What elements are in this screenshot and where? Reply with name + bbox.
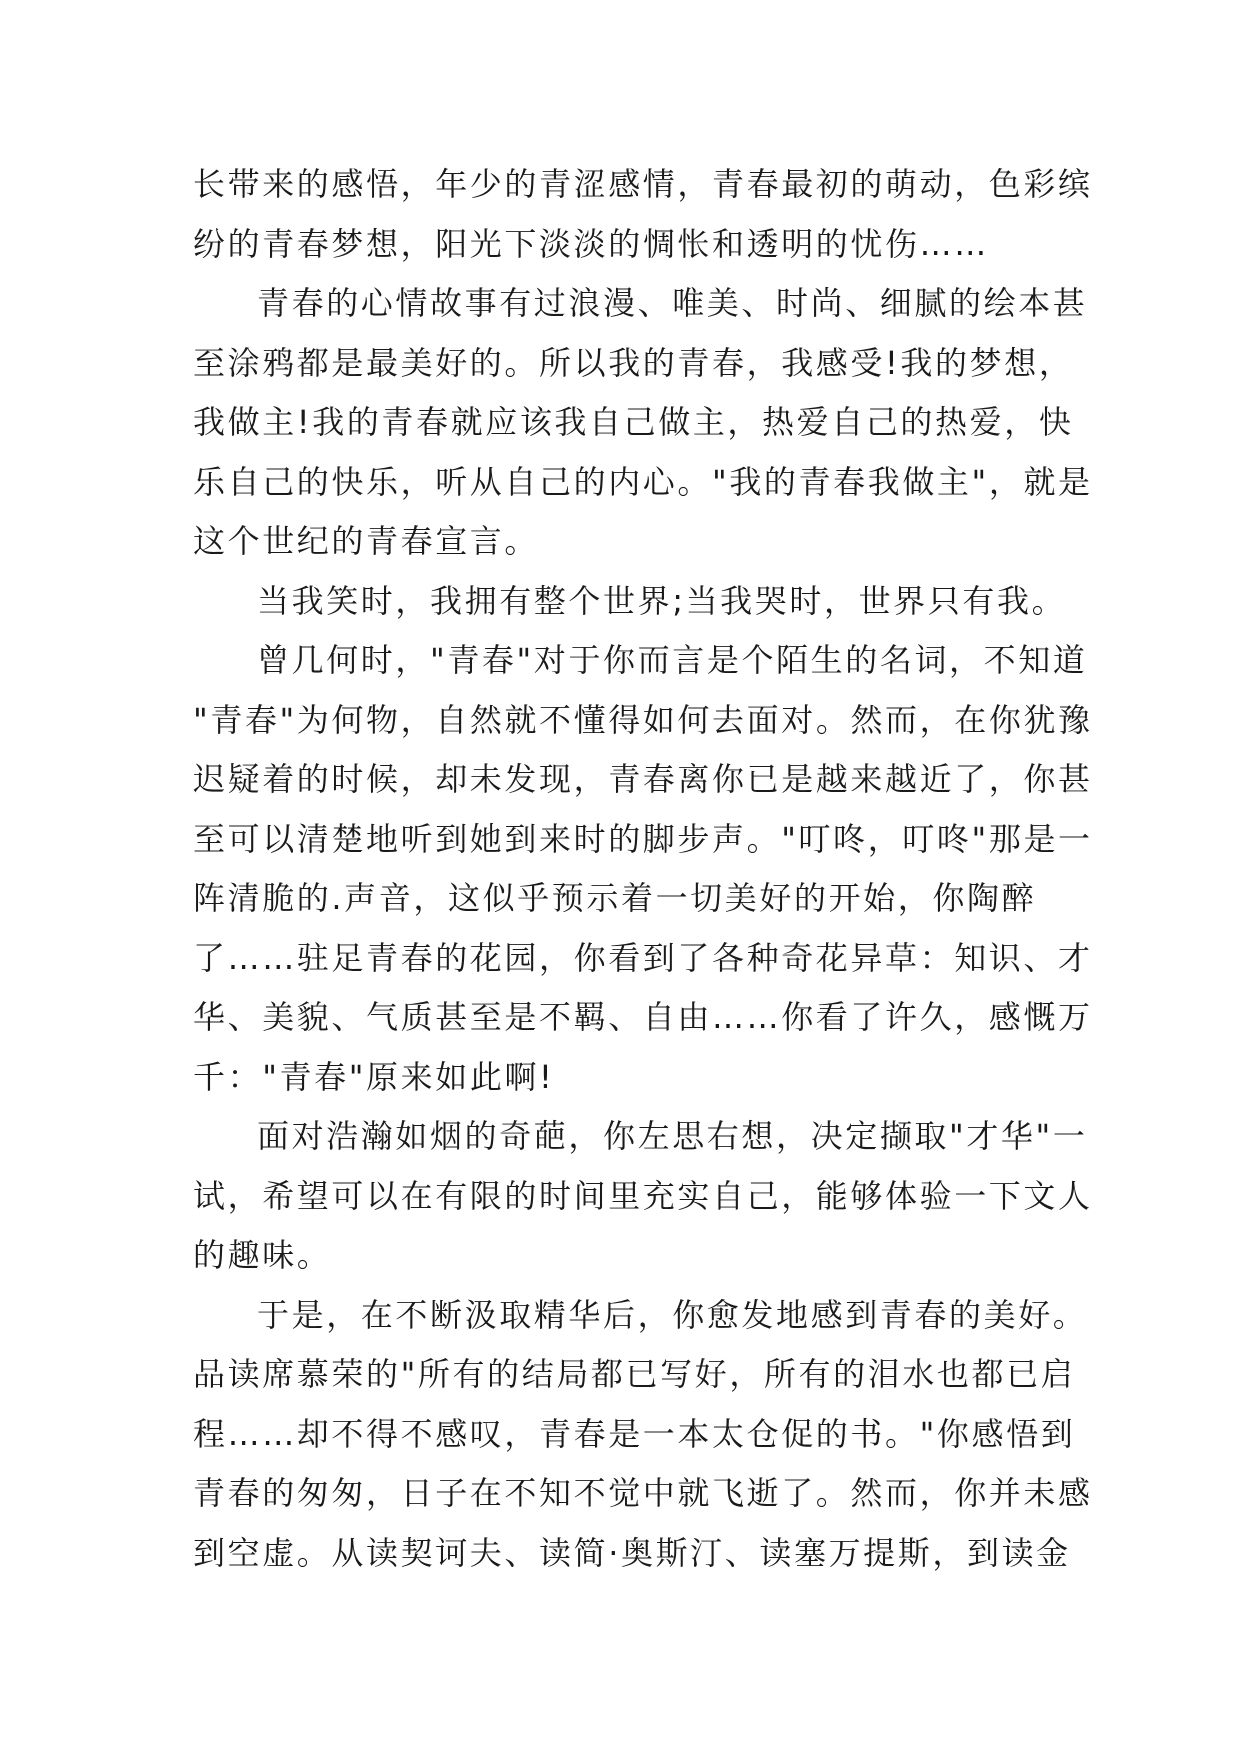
text-line: 至可以清楚地听到她到来时的脚步声。"叮咚，叮咚"那是一 <box>193 819 1093 858</box>
text-line: 程……却不得不感叹，青春是一本太仓促的书。"你感悟到 <box>193 1414 1076 1453</box>
text-line: 至涂鸦都是最美好的。所以我的青春，我感受!我的梦想， <box>193 343 1074 382</box>
text-line: 了……驻足青春的花园，你看到了各种奇花异草：知识、才 <box>193 938 1093 977</box>
document-body <box>193 155 1093 1583</box>
text-line: 纷的青春梦想，阳光下淡淡的惆怅和透明的忧伤…… <box>193 224 989 263</box>
text-line: 品读席慕荣的"所有的结局都已写好，所有的泪水也都已启 <box>193 1355 1076 1393</box>
text-line: 阵清脆的.声音，这似乎预示着一切美好的开始，你陶醉 <box>193 879 1037 917</box>
paragraph-first-line: 当我笑时，我拥有整个世界;当我哭时，世界只有我。 <box>257 581 1067 620</box>
text-line: 迟疑着的时候，却未发现，青春离你已是越来越近了，你甚 <box>193 760 1093 798</box>
text-line: 试，希望可以在有限的时间里充实自己，能够体验一下文人 <box>193 1176 1093 1215</box>
text-line: 长带来的感悟，年少的青涩感情，青春最初的萌动，色彩缤 <box>193 165 1093 203</box>
text-line: 这个世纪的青春宣言。 <box>193 522 540 560</box>
paragraph-first-line: 青春的心情故事有过浪漫、唯美、时尚、细腻的绘本甚 <box>257 284 1088 322</box>
text-line: 千："青春"原来如此啊! <box>193 1057 555 1096</box>
text-line: "青春"为何物，自然就不懂得如何去面对。然而，在你犹豫 <box>193 700 1093 739</box>
paragraph-first-line: 于是，在不断汲取精华后，你愈发地感到青春的美好。 <box>257 1295 1088 1334</box>
text-line: 青春的匆匆，日子在不知不觉中就飞逝了。然而，你并未感 <box>193 1474 1093 1512</box>
paragraph-first-line: 面对浩瀚如烟的奇葩，你左思右想，决定撷取"才华"一 <box>257 1117 1088 1155</box>
paragraph-first-line: 曾几何时，"青春"对于你而言是个陌生的名词，不知道 <box>257 641 1088 679</box>
text-line: 的趣味。 <box>193 1236 332 1274</box>
text-line: 我做主!我的青春就应该我自己做主，热爱自己的热爱，快 <box>193 403 1074 441</box>
text-line: 到空虚。从读契诃夫、读简·奥斯汀、读塞万提斯，到读金 <box>193 1533 1071 1572</box>
text-line: 乐自己的快乐，听从自己的内心。"我的青春我做主"，就是 <box>193 462 1093 501</box>
text-line: 华、美貌、气质甚至是不羁、自由……你看了许久，感慨万 <box>193 998 1093 1036</box>
